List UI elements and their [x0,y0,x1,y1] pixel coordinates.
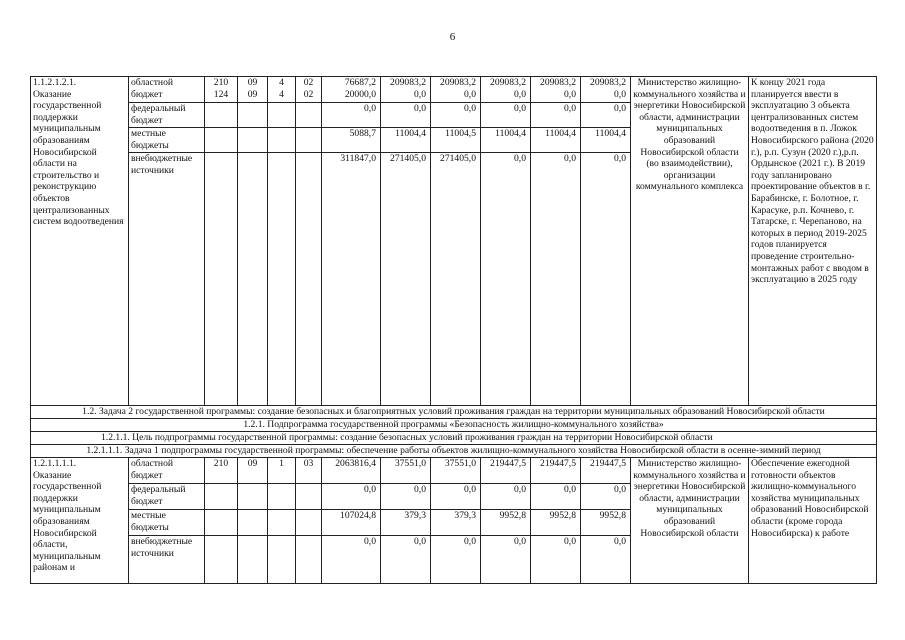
budget-code: 210 [205,458,238,484]
source-label: федеральный бюджет [129,484,205,510]
budget-code: 4 4 [268,77,296,103]
subprogram-header: 1.2.1. Подпрограмма государственной программы «Безопасность жилищно-коммунального хозяйства» [31,419,877,432]
amount-cell: 209083,2 0,0 [531,77,581,103]
amount-cell: 0,0 [322,484,381,510]
amount-cell: 0,0 [581,536,631,584]
amount-cell: 379,3 [431,510,481,536]
task1-header: 1.2.1.1.1. Задача 1 подпрограммы государственной программы: обеспечение работы объектов жилищно-коммунального хозяйства Новосибирской области в осенне-зимний период [31,445,877,458]
amount-cell: 76687,2 20000,0 [322,77,381,103]
amount-cell: 0,0 [531,484,581,510]
amount-cell: 9952,8 [581,510,631,536]
amount-cell: 0,0 [381,103,431,128]
amount-cell: 9952,8 [531,510,581,536]
budget-code: 1 [268,458,296,484]
task2-header: 1.2. Задача 2 государственной программы: создание безопасных и благоприятных условий проживания граждан на территории муниципальных образований Новосибирской области [31,406,877,419]
amount-cell: 107024,8 [322,510,381,536]
amount-cell: 0,0 [431,484,481,510]
amount-cell: 0,0 [381,536,431,584]
amount-cell: 9952,8 [481,510,531,536]
amount-cell: 0,0 [581,153,631,406]
block1-row-regional [31,77,877,103]
block1-executor: Министерство жилищно-коммунального хозяйства и энергетики Новосибирской области, администрации муниципальных образований Новосибирской области (во взаимодействии), организации коммунального комплекса [631,77,749,406]
amount-cell: 0,0 [531,153,581,406]
amount-cell: 0,0 [581,103,631,128]
source-label: федеральный бюджет [129,103,205,128]
amount-cell: 311847,0 [322,153,381,406]
amount-cell: 37551,0 [431,458,481,484]
amount-cell: 11004,4 [531,128,581,153]
block2-result: Обеспечение ежегодной готовности объектов жилищно-коммунального хозяйства муниципальных образований Новосибирской области (кроме города Новосибирска) к работе [749,458,877,584]
amount-cell: 0,0 [481,484,531,510]
amount-cell: 5088,7 [322,128,381,153]
source-label: местные бюджеты [129,510,205,536]
amount-cell: 11004,4 [381,128,431,153]
block2-executor: Министерство жилищно-коммунального хозяйства и энергетики Новосибирской области, администрации муниципальных образований Новосибирской области [631,458,749,584]
page-number: 6 [449,31,456,43]
source-label: внебюджетные источники [129,153,205,406]
amount-cell: 37551,0 [381,458,431,484]
budget-code: 09 09 [238,77,268,103]
budget-code: 09 [238,458,268,484]
amount-cell: 209083,2 0,0 [481,77,531,103]
amount-cell: 271405,0 [381,153,431,406]
source-label: местные бюджеты [129,128,205,153]
source-label: внебюджетные источники [129,536,205,584]
amount-cell: 0,0 [581,484,631,510]
amount-cell: 209083,2 0,0 [431,77,481,103]
amount-cell: 0,0 [481,103,531,128]
amount-cell: 219447,5 [581,458,631,484]
amount-cell: 0,0 [531,536,581,584]
source-label: областной бюджет [129,458,205,484]
amount-cell: 0,0 [322,536,381,584]
block1-code-name: 1.1.2.1.2.1. Оказание государственной поддержки муниципальным образованиям Новосибирской области на строительство и реконструкцию объектов централизованных систем водоотведения [31,77,129,406]
amount-cell: 2063816,4 [322,458,381,484]
block1-result: К концу 2021 года планируется ввести в эксплуатацию 3 объекта централизованных систем водоотведения в п. Ложок Новосибирского района (2020 г.), р.п. Сузун (2020 г.),р.п. Ордынское (2021 г.). В 2019 году запланировано проектирование объектов в г. Барабинске, г. Болотное, г. Карасуке, р.п. Кочнево, г. Татарске, г. Черепаново, на которых в период 2019-2025 годов планируется проведение строительно-монтажных работ с вводом в эксплуатацию в 2025 году [749,77,877,406]
program-table [30,76,877,584]
amount-cell: 11004,5 [431,128,481,153]
amount-cell: 11004,4 [481,128,531,153]
amount-cell: 219447,5 [531,458,581,484]
budget-code: 02 02 [296,77,322,103]
block2-code-name: 1.2.1.1.1.1. Оказание государственной поддержки муниципальным образованиям Новосибирской области, муниципальным районам и [31,458,129,584]
amount-cell: 209083,2 0,0 [381,77,431,103]
amount-cell: 0,0 [322,103,381,128]
goal-header: 1.2.1.1. Цель подпрограммы государственной программы: создание безопасных условий проживания граждан на территории Новосибирской области [31,432,877,445]
amount-cell: 0,0 [481,153,531,406]
source-label: областной бюджет [129,77,205,103]
budget-code: 03 [296,458,322,484]
amount-cell: 0,0 [431,536,481,584]
amount-cell: 0,0 [431,103,481,128]
budget-code: 210 124 [205,77,238,103]
amount-cell: 209083,2 0,0 [581,77,631,103]
block2-row-regional [31,458,877,484]
amount-cell: 11004,4 [581,128,631,153]
amount-cell: 219447,5 [481,458,531,484]
amount-cell: 0,0 [381,484,431,510]
amount-cell: 0,0 [481,536,531,584]
amount-cell: 0,0 [531,103,581,128]
amount-cell: 271405,0 [431,153,481,406]
amount-cell: 379,3 [381,510,431,536]
